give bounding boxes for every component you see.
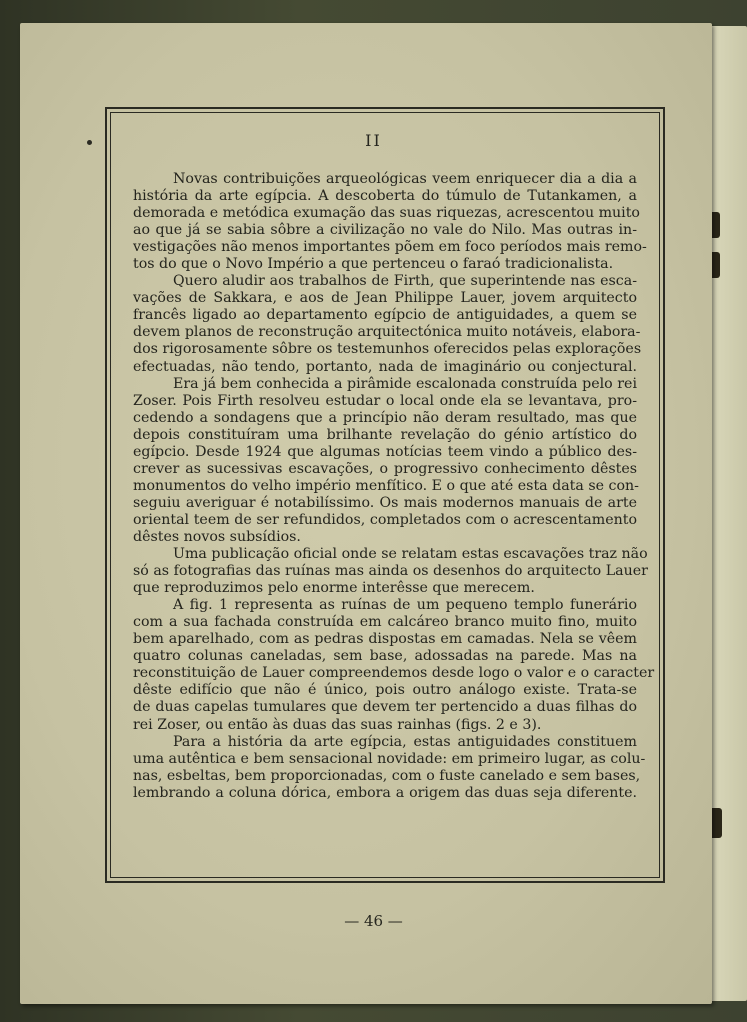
text-line: reconstituição de Lauer compreendemos desde logo o valor e o caracter: [133, 665, 655, 682]
text-line: ao que já se sabia sôbre a civilização no vale do Nilo. Mas outras in-: [133, 222, 637, 239]
page-number: — 46 —: [344, 912, 403, 930]
body-text: [133, 171, 655, 802]
text-line: seguiu averiguar é notabilíssimo. Os mais modernos manuais de arte: [133, 494, 637, 511]
text-line: depois constituíram uma brilhante revelação do génio artístico do: [133, 426, 637, 443]
text-line: monumentos do velho império menfítico. E o que até esta data se con-: [133, 477, 639, 494]
text-line: dos rigorosamente sôbre os testemunhos oferecidos pelas explorações: [133, 341, 642, 358]
text-line: egípcio. Desde 1924 que algumas notícias teem vindo a público des-: [133, 443, 637, 460]
text-line: só as fotografias das ruínas mas ainda os desenhos do arquitecto Lauer: [133, 563, 648, 580]
text-line: com a sua fachada construída em calcáreo branco muito fino, muito: [133, 614, 637, 631]
text-line: quatro colunas caneladas, sem base, adossadas na parede. Mas na: [133, 648, 637, 665]
text-line: Para a história da arte egípcia, estas antiguidades constituem: [173, 733, 637, 750]
text-line: efectuadas, não tendo, portanto, nada de imaginário ou conjectural.: [133, 358, 637, 375]
text-line: bem aparelhado, com as pedras dispostas em camadas. Nela se vêem: [133, 631, 637, 648]
text-line: dêste edifício que não é único, pois outro análogo existe. Trata-se: [133, 682, 637, 699]
text-line: lembrando a coluna dórica, embora a origem das duas seja diferente.: [133, 784, 637, 801]
text-line: uma autêntica e bem sensacional novidade: em primeiro lugar, as colu-: [133, 750, 646, 767]
text-line: cedendo a sondagens que a princípio não deram resultado, mas que: [133, 409, 637, 426]
text-line: demorada e metódica exumação das suas riquezas, acrescentou muito: [133, 205, 640, 222]
text-line: vestigações não menos importantes põem em foco períodos mais remo-: [133, 239, 647, 256]
text-line: Novas contribuições arqueológicas veem enriquecer dia a dia a: [173, 171, 637, 187]
text-line: de duas capelas tumulares que devem ter pertencido a duas filhas do: [133, 699, 637, 716]
section-title: II: [365, 131, 382, 150]
text-line: nas, esbeltas, bem proporcionadas, com o fuste canelado e sem bases,: [133, 767, 641, 784]
text-line: Quero aludir aos trabalhos de Firth, que superintende nas esca-: [173, 273, 637, 290]
text-line: crever as sucessivas escavações, o progressivo conhecimento dêstes: [133, 460, 637, 477]
text-line: dêstes novos subsídios.: [133, 528, 301, 545]
text-line: Uma publicação oficial onde se relatam estas escavações traz não: [173, 546, 648, 563]
text-line: história da arte egípcia. A descoberta do túmulo de Tutankamen, a: [133, 188, 637, 205]
text-line: francês ligado ao departamento egípcio de antiguidades, a quem se: [133, 307, 637, 324]
text-line: tos do que o Novo Império a que pertenceu o faraó tradicionalista.: [133, 256, 614, 273]
text-line: oriental teem de ser refundidos, completados com o acrescentamento: [133, 511, 637, 528]
text-line: que reproduzimos pelo enorme interêsse que merecem.: [133, 580, 535, 597]
text-line: devem planos de reconstrução arquitectónica muito notáveis, elabora-: [133, 324, 641, 341]
text-line: A fig. 1 representa as ruínas de um pequeno templo funerário: [173, 597, 637, 614]
text-line: Era já bem conhecida a pirâmide escalonada construída pelo rei: [173, 375, 637, 392]
text-line: vações de Sakkara, e aos de Jean Philippe Lauer, jovem arquitecto: [133, 290, 637, 307]
text-line: Zoser. Pois Firth resolveu estudar o local onde ela se levantava, pro-: [133, 392, 637, 409]
text-line: rei Zoser, ou então às duas das suas rainhas (figs. 2 e 3).: [133, 716, 542, 733]
